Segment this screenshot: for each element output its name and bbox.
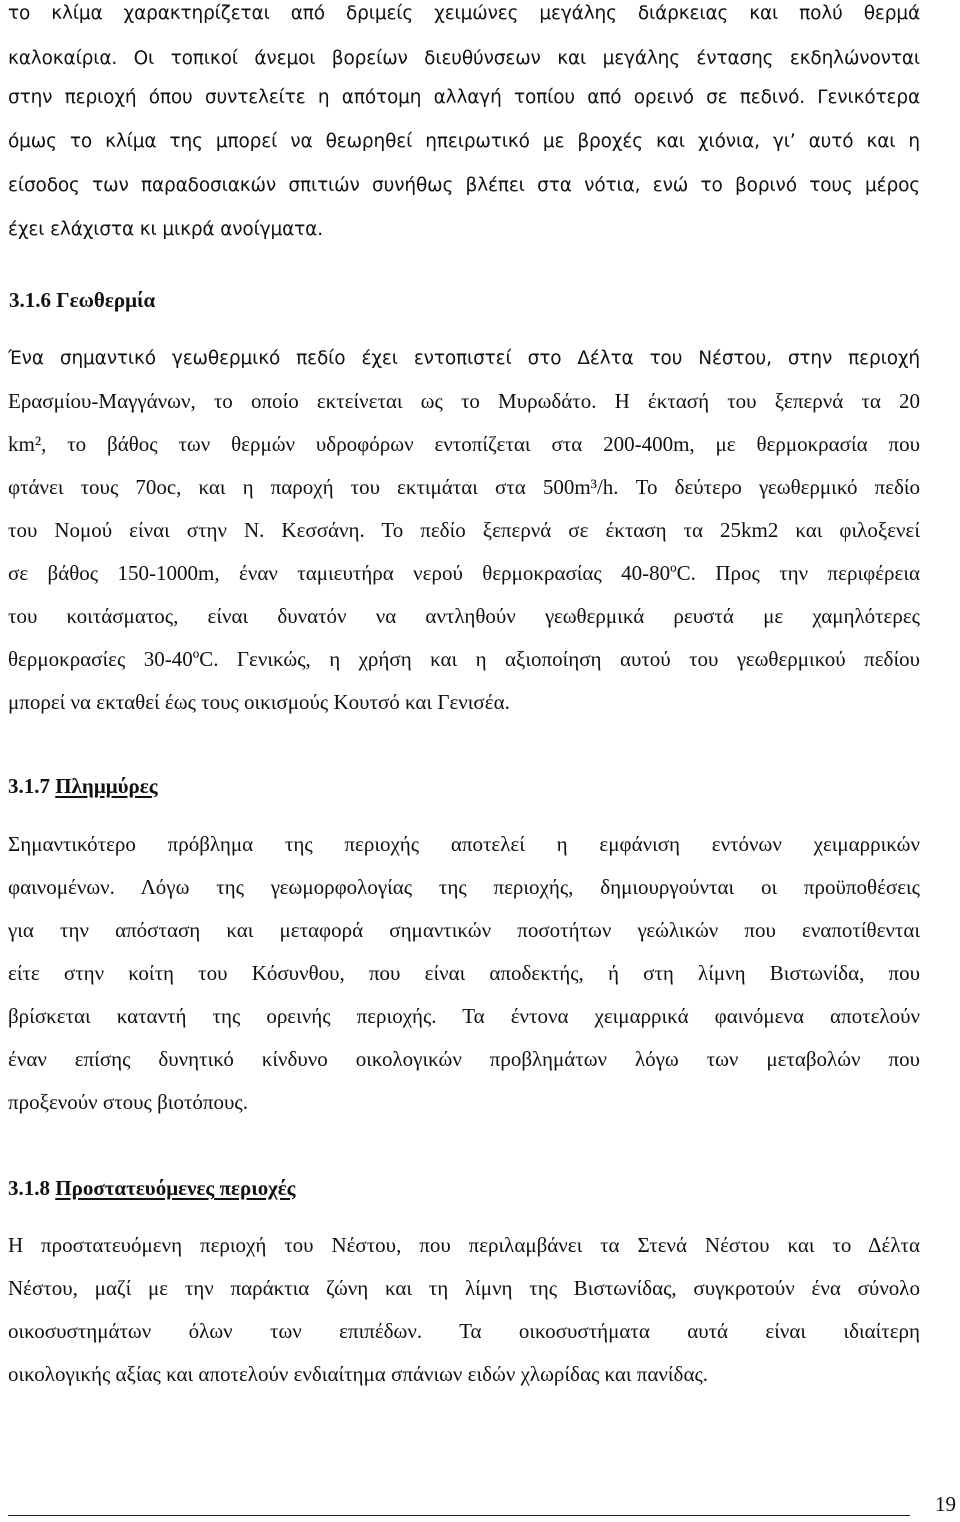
page-number: 19 bbox=[935, 1492, 956, 1516]
geothermy-line: φτάνει τους 70oc, και η παροχή του εκτιμάται στα 500m³/h. Το δεύτερο γεωθερμικό πεδίο bbox=[8, 475, 920, 499]
section-number: 3.1.6 bbox=[9, 288, 51, 312]
section-heading-protected bbox=[8, 1174, 296, 1202]
footer-rule bbox=[8, 1515, 910, 1516]
floods-line: έναν επίσης δυνητικό κίνδυνο οικολογικών προβλημάτων λόγω των μεταβολών που bbox=[8, 1047, 920, 1071]
climate-line: έχει ελάχιστα κι μικρά ανοίγματα. bbox=[8, 219, 323, 240]
climate-line: όμως το κλίμα της μπορεί να θεωρηθεί ηπειρωτικό με βροχές και χιόνια, γι’ αυτό και η bbox=[8, 131, 920, 152]
geothermy-line: του Νομού είναι στην Ν. Κεσσάνη. Το πεδίο ξεπερνά σε έκταση τα 25km2 και φιλοξενεί bbox=[8, 518, 920, 542]
floods-line: είτε στην κοίτη του Κόσυνθου, που είναι αποδεκτής, ή στη λίμνη Βιστωνίδα, που bbox=[8, 961, 920, 985]
geothermy-line: Ένα σημαντικό γεωθερμικό πεδίο έχει εντοπιστεί στο Δέλτα του Νέστου, στην περιοχή bbox=[8, 348, 920, 369]
geothermy-line: του κοιτάσματος, είναι δυνατόν να αντληθούν γεωθερμικά ρευστά με χαμηλότερες bbox=[8, 604, 920, 628]
section-number: 3.1.8 bbox=[8, 1176, 50, 1200]
protected-line: Η προστατευόμενη περιοχή του Νέστου, που περιλαμβάνει τα Στενά Νέστου και το Δέλτα bbox=[8, 1233, 920, 1257]
protected-line: Νέστου, μαζί με την παράκτια ζώνη και τη λίμνη της Βιστωνίδας, συγκροτούν ένα σύνολο bbox=[8, 1276, 920, 1300]
section-number: 3.1.7 bbox=[8, 774, 50, 798]
floods-line: φαινομένων. Λόγω της γεωμορφολογίας της περιοχής, δημιουργούνται οι προϋποθέσεις bbox=[8, 875, 920, 899]
climate-line: είσοδος των παραδοσιακών σπιτιών συνήθως βλέπει στα νότια, ενώ το βορινό τους μέρος bbox=[8, 175, 920, 196]
section-title: Πλημμύρες bbox=[55, 774, 158, 798]
protected-line: οικολογικής αξίας και αποτελούν ενδιαίτημα σπάνιων ειδών χλωρίδας και πανίδας. bbox=[8, 1362, 709, 1386]
protected-line: οικοσυστημάτων όλων των επιπέδων. Τα οικοσυστήματα αυτά είναι ιδιαίτερη bbox=[8, 1319, 920, 1343]
geothermy-line: Ερασμίου-Μαγγάνων, το οποίο εκτείνεται ως το Μυρωδάτο. Η έκτασή του ξεπερνά τα 20 bbox=[8, 389, 920, 413]
geothermy-line: km², το βάθος των θερμών υδροφόρων εντοπίζεται στα 200-400m, με θερμοκρασία που bbox=[8, 432, 920, 456]
geothermy-line: θερμοκρασίες 30-40ºC. Γενικώς, η χρήση και η αξιοποίηση αυτού του γεωθερμικού πεδίου bbox=[8, 647, 920, 671]
climate-line: καλοκαίρια. Οι τοπικοί άνεμοι βορείων διευθύνσεων και μεγάλης έντασης εκδηλώνονται bbox=[8, 48, 920, 69]
floods-line: βρίσκεται καταντή της ορεινής περιοχής. Τα έντονα χειμαρρικά φαινόμενα αποτελούν bbox=[8, 1004, 920, 1028]
section-heading-geothermy bbox=[9, 286, 155, 314]
floods-line: προξενούν στους βιοτόπους. bbox=[8, 1090, 248, 1114]
floods-line: για την απόσταση και μεταφορά σημαντικών ποσοτήτων γεώλικών που εναποτίθενται bbox=[8, 918, 920, 942]
geothermy-line: μπορεί να εκταθεί έως τους οικισμούς Κουτσό και Γενισέα. bbox=[8, 690, 510, 714]
section-heading-floods bbox=[8, 772, 158, 800]
floods-line: Σημαντικότερο πρόβλημα της περιοχής αποτελεί η εμφάνιση εντόνων χειμαρρικών bbox=[8, 832, 920, 856]
climate-line: το κλίμα χαρακτηρίζεται από δριμείς χειμώνες μεγάλης διάρκειας και πολύ θερμά bbox=[8, 3, 920, 24]
geothermy-line: σε βάθος 150-1000m, έναν ταμιευτήρα νερού θερμοκρασίας 40-80ºC. Προς την περιφέρεια bbox=[8, 561, 920, 585]
section-title: Προστατευόμενες περιοχές bbox=[55, 1176, 296, 1200]
climate-line: στην περιοχή όπου συντελείτε η απότομη αλλαγή τοπίου από ορεινό σε πεδινό. Γενικότερα bbox=[8, 87, 920, 108]
section-title: Γεωθερμία bbox=[56, 288, 156, 312]
